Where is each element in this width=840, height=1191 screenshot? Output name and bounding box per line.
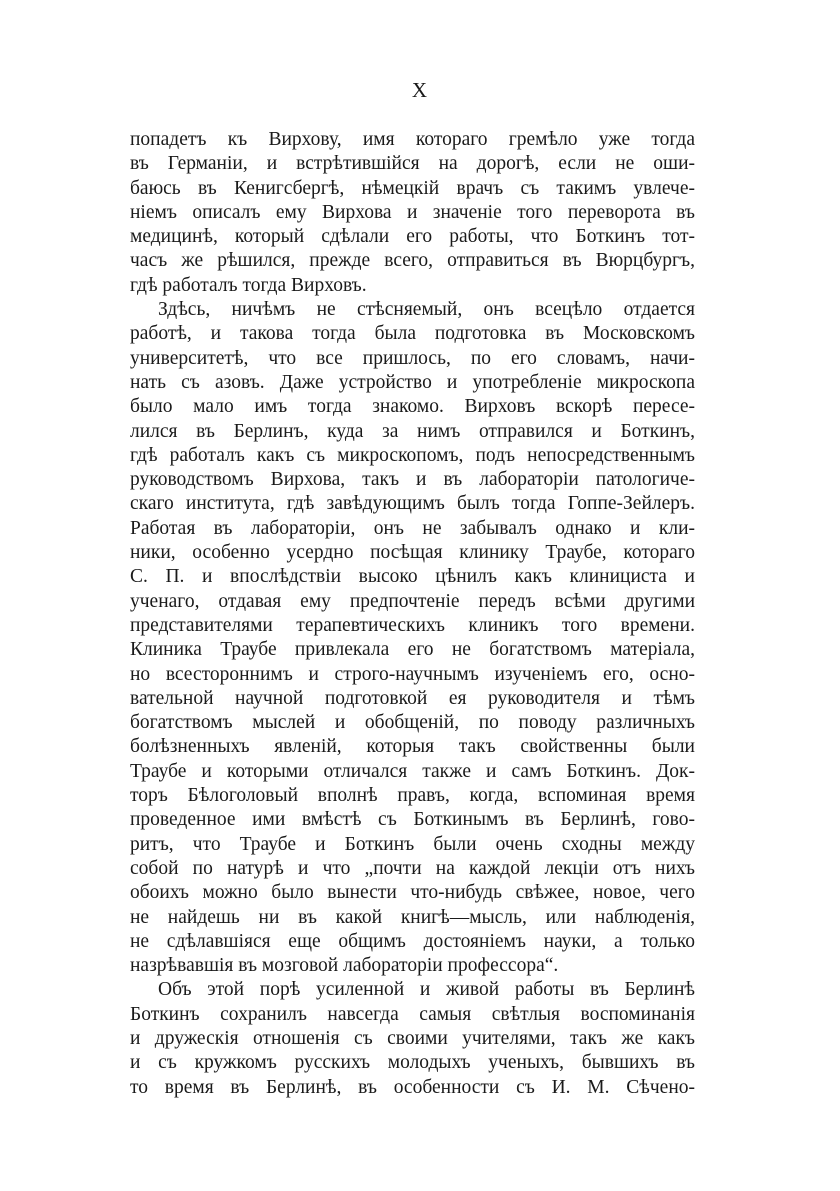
text-line: вательной научной подготовкой ея руководителя и тѣмъ xyxy=(130,687,695,709)
text-line: гдѣ работалъ тогда Вирховъ. xyxy=(130,274,367,296)
text-line: ніемъ описалъ ему Вирхова и значеніе того переворота въ xyxy=(130,201,695,223)
text-line: не сдѣлавшіяся еще общимъ достояніемъ науки, а только xyxy=(130,930,695,952)
text-line: руководствомъ Вирхова, такъ и въ лабораторіи патологиче- xyxy=(130,469,695,491)
text-line: представителями терапевтическихъ клиникъ того времени. xyxy=(130,614,695,636)
text-line: собой по натурѣ и что „почти на каждой лекціи отъ нихъ xyxy=(130,857,695,879)
text-line: богатствомъ мыслей и обобщеній, по поводу различныхъ xyxy=(130,712,695,734)
text-line: ники, особенно усердно посѣщая клинику Траубе, котораго xyxy=(130,542,695,564)
text-line: нать съ азовъ. Даже устройство и употребленіе микроскопа xyxy=(130,371,695,393)
page-number: X xyxy=(411,78,429,102)
text-line: болѣзненныхъ явленій, которыя такъ свойственны были xyxy=(130,736,695,758)
text-line: Клиника Траубе привлекала его не богатствомъ матеріала, xyxy=(130,639,695,661)
text-line: попадетъ къ Вирхову, имя котораго гремѣло уже тогда xyxy=(130,129,695,150)
paragraph-2 xyxy=(130,298,695,978)
paragraph-1 xyxy=(130,128,695,298)
text-line: Объ этой порѣ усиленной и живой работы въ Берлинѣ xyxy=(158,979,695,1001)
text-line: не найдешь ни въ какой книгѣ—мысль, или наблюденія, xyxy=(130,906,695,928)
text-line: университетѣ, что все пришлось, по его словамъ, начи- xyxy=(130,347,695,369)
text-line: назрѣвавшія въ мозговой лабораторіи профессора“. xyxy=(130,955,559,977)
text-line: гдѣ работалъ какъ съ микроскопомъ, подъ непосредственнымъ xyxy=(130,444,695,466)
text-line: лился въ Берлинъ, куда за нимъ отправился и Боткинъ, xyxy=(130,420,695,442)
text-line: торъ Бѣлоголовый вполнѣ правъ, когда, вспоминая время xyxy=(130,785,695,807)
text-line: Работая въ лабораторіи, онъ не забывалъ однако и кли- xyxy=(130,517,695,539)
body-text xyxy=(130,128,695,1100)
text-line: въ Германіи, и встрѣтившійся на дорогѣ, если не оши- xyxy=(130,153,695,175)
text-line: ученаго, отдавая ему предпочтеніе передъ всѣми другими xyxy=(130,590,695,612)
text-line: Здѣсь, ничѣмъ не стѣсняемый, онъ всецѣло отдается xyxy=(158,299,695,321)
text-line: часъ же рѣшился, прежде всего, отправиться въ Вюрцбургъ, xyxy=(130,250,695,272)
text-line: баюсь въ Кенигсбергѣ, нѣмецкій врачъ съ такимъ увлече- xyxy=(130,177,695,199)
text-line: ритъ, что Траубе и Боткинъ были очень сходны между xyxy=(130,833,695,855)
text-line: С. П. и впослѣдствіи высоко цѣнилъ какъ клинициста и xyxy=(130,566,695,588)
text-line: Боткинъ сохранилъ навсегда самыя свѣтлыя воспоминанія xyxy=(130,1003,695,1025)
text-line: то время въ Берлинѣ, въ особенности съ И. М. Сѣчено- xyxy=(130,1076,695,1098)
text-line: работѣ, и такова тогда была подготовка въ Московскомъ xyxy=(130,323,695,345)
text-line: Траубе и которыми отличался также и самъ Боткинъ. Док- xyxy=(130,760,695,782)
text-line: медицинѣ, который сдѣлали его работы, что Боткинъ тот- xyxy=(130,226,695,248)
text-line: и дружескія отношенія съ своими учителями, такъ же какъ xyxy=(130,1027,695,1049)
text-line: обоихъ можно было вынести что-нибудь свѣжее, новое, чего xyxy=(130,882,695,904)
text-line: скаго института, гдѣ завѣдующимъ былъ тогда Гоппе-Зейлеръ. xyxy=(130,493,695,515)
text-line: но всестороннимъ и строго-научнымъ изученіемъ его, осно- xyxy=(130,663,695,685)
text-line: было мало имъ тогда знакомо. Вирховъ вскорѣ пересе- xyxy=(130,396,695,418)
paragraph-3 xyxy=(130,978,695,1099)
text-line: и съ кружкомъ русскихъ молодыхъ ученыхъ, бывшихъ въ xyxy=(130,1052,695,1074)
text-line: проведенное ими вмѣстѣ съ Боткинымъ въ Берлинѣ, гово- xyxy=(130,809,695,831)
